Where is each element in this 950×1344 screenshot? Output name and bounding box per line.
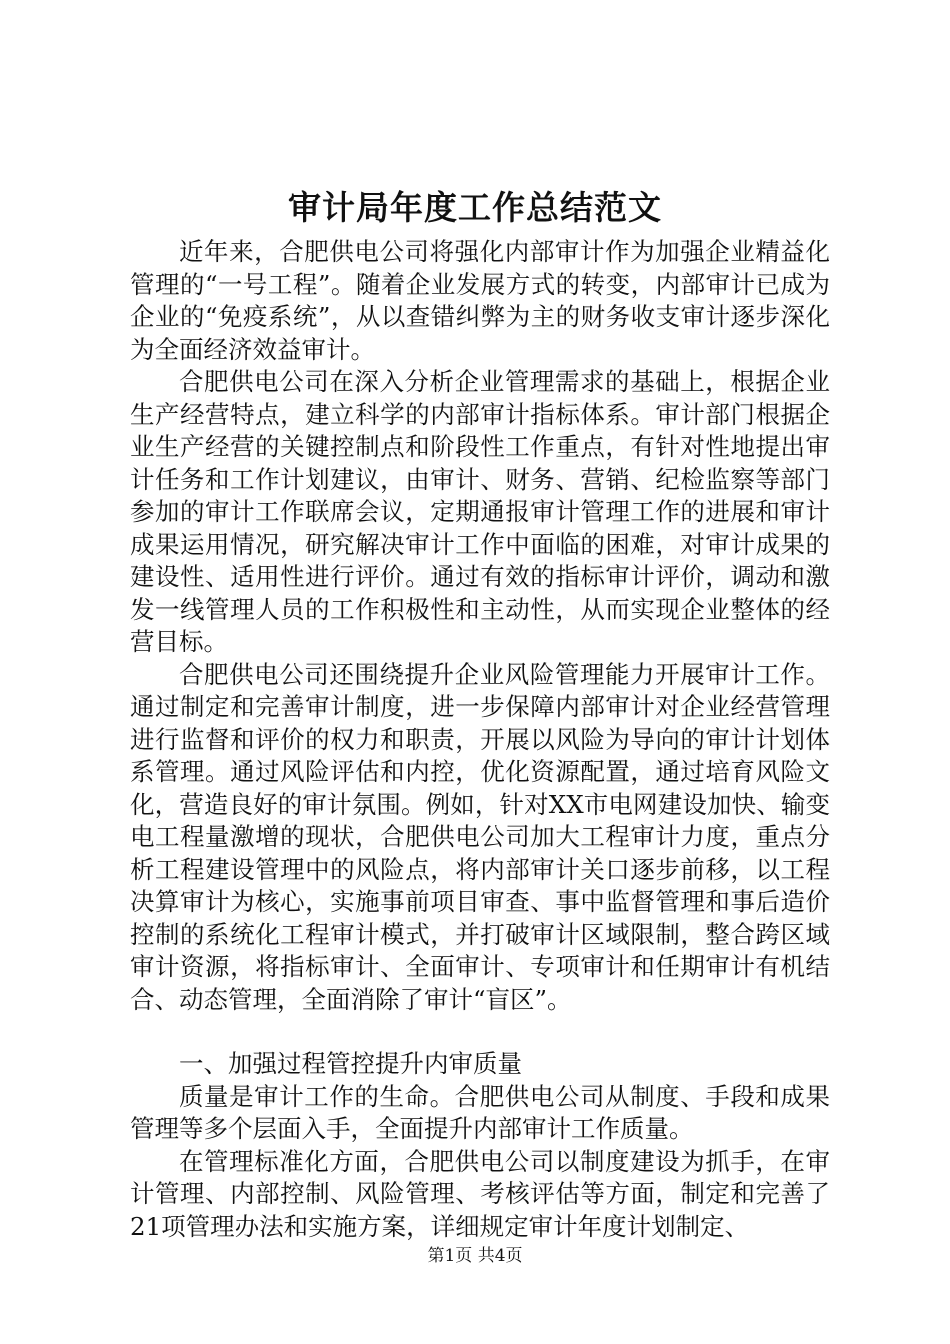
- paragraph-risk-management: 合肥供电公司还围绕提升企业风险管理能力开展审计工作。通过制定和完善审计制度，进一步保障内部审计对企业经营管理进行监督和评价的权力和职责，开展以风险为导向的审计计划体系管理。通过风险评估和内控，优化资源配置，通过培育风险文化，营造良好的审计氛围。例如，针对XX市电网建设加快、输变电工程量激增的现状，合肥供电公司加大工程审计力度，重点分析工程建设管理中的风险点，将内部审计关口逐步前移，以工程决算审计为核心，实施事前项目审查、事中监督管理和事后造价控制的系统化工程审计模式，并打破审计区域限制，整合跨区域审计资源，将指标审计、全面审计、专项审计和任期审计有机结合、动态管理，全面消除了审计“盲区”。: [130, 659, 830, 1014]
- paragraph-standardization: 在管理标准化方面，合肥供电公司以制度建设为抓手，在审计管理、内部控制、风险管理、考核评估等方面，制定和完善了21项管理办法和实施方案，详细规定审计年度计划制定、: [130, 1146, 830, 1241]
- paragraph-intro: 近年来，合肥供电公司将强化内部审计作为加强企业精益化管理的“一号工程”。随着企业发展方式的转变，内部审计已成为企业的“免疫系统”，从以查错纠弊为主的财务收支审计逐步深化为全面经济效益审计。: [130, 237, 830, 364]
- paragraph-quality: 质量是审计工作的生命。合肥供电公司从制度、手段和成果管理等多个层面入手，全面提升内部审计工作质量。: [130, 1081, 830, 1143]
- section-heading: 一、加强过程管控提升内审质量: [179, 1049, 522, 1078]
- document-title: 审计局年度工作总结范文: [288, 188, 662, 227]
- paragraph-spacer: [130, 1016, 830, 1048]
- document-body: [130, 236, 830, 1243]
- page-number-footer: 第1页 共4页: [427, 1246, 523, 1266]
- paragraph-audit-indicators: 合肥供电公司在深入分析企业管理需求的基础上，根据企业生产经营特点，建立科学的内部审计指标体系。审计部门根据企业生产经营的关键控制点和阶段性工作重点，有针对性地提出审计任务和工作计划建议，由审计、财务、营销、纪检监察等部门参加的审计工作联席会议，定期通报审计管理工作的进展和审计成果运用情况，研究解决审计工作中面临的困难，对审计成果的建设性、适用性进行评价。通过有效的指标审计评价，调动和激发一线管理人员的工作积极性和主动性，从而实现企业整体的经营目标。: [130, 367, 830, 656]
